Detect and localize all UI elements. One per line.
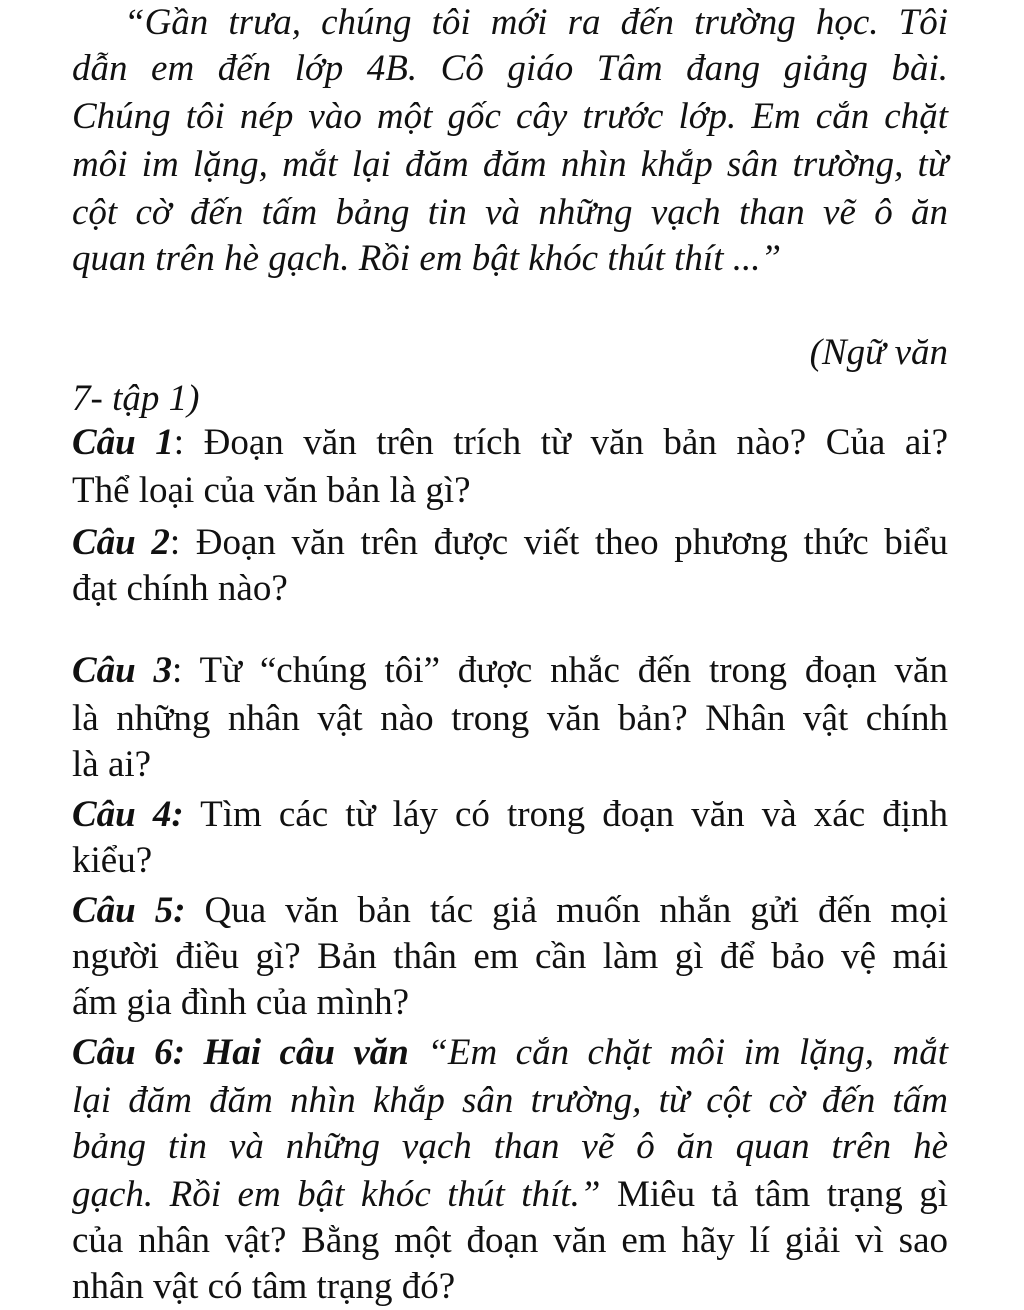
passage-line-3: Chúng tôi nép vào một gốc cây trước lớp. Em cắn chặt [72,96,948,137]
question-4-line-2: kiểu? [72,840,153,881]
question-3-label: Câu 3 [72,650,173,691]
question-1-text: : Đoạn văn trên trích từ văn bản nào? Của ai? [173,422,949,463]
question-3-line-1 [72,648,948,694]
question-4-text: Tìm các từ láy có trong đoạn văn và xác định [183,794,949,835]
passage-line-6: quan trên hè gạch. Rồi em bật khóc thút thít ...” [72,238,782,279]
question-2-line-2: đạt chính nào? [72,568,288,609]
question-4-label: Câu 4: [72,794,184,835]
question-3-text: : Từ “chúng tôi” được nhắc đến trong đoạn văn [172,650,948,691]
question-5-line-1 [72,888,948,934]
question-6-quote-2: lại đăm đăm nhìn khắp sân trường, từ cột cờ đến tấm [72,1080,948,1121]
question-6-quote-4: gạch. Rồi em bật khóc thút thít.” [72,1174,601,1215]
question-2-text: : Đoạn văn trên được viết theo phương thức biểu [169,522,949,563]
question-5-line-2: người điều gì? Bản thân em cần làm gì để bảo vệ mái [72,936,948,977]
question-6-line-5: của nhân vật? Bằng một đoạn văn em hãy lí giải vì sao [72,1220,948,1261]
passage-line-4: môi im lặng, mắt lại đăm đăm nhìn khắp sân trường, từ [72,144,948,185]
question-1-line-1 [72,420,948,466]
passage-line-5: cột cờ đến tấm bảng tin và những vạch than vẽ ô ăn [72,192,948,233]
question-6-line-4 [72,1172,948,1218]
question-1-line-2: Thể loại của văn bản là gì? [72,470,471,511]
passage-line-2: dẫn em đến lớp 4B. Cô giáo Tâm đang giảng bài. [72,48,948,89]
passage-line-1: “Gần trưa, chúng tôi mới ra đến trường học. Tôi [124,2,948,43]
question-3-line-3: là ai? [72,744,152,785]
document-page [72,0,952,1307]
question-6-line-1 [72,1030,948,1076]
question-6-quote-1: “Em cắn chặt môi im lặng, mắt [408,1032,948,1073]
question-3-line-2: là những nhân vật nào trong văn bản? Nhân vật chính [72,698,948,739]
question-6-line-6: nhân vật có tâm trạng đó? [72,1266,456,1307]
question-6-label: Câu 6: Hai câu văn [72,1032,409,1073]
question-1-label: Câu 1 [72,422,174,463]
question-2-line-1 [72,520,948,566]
source-part-1: (Ngữ văn [809,332,948,373]
question-4-line-1 [72,792,948,838]
question-5-line-3: ấm gia đình của mình? [72,982,410,1023]
question-6-quote-3: bảng tin và những vạch than vẽ ô ăn quan trên hè [72,1126,948,1167]
source-part-2: 7- tập 1) [72,378,200,419]
question-6-tail-4: Miêu tả tâm trạng gì [600,1174,949,1215]
question-5-label: Câu 5: [72,890,186,931]
question-5-text: Qua văn bản tác giả muốn nhắn gửi đến mọi [185,890,948,931]
question-2-label: Câu 2 [72,522,170,563]
